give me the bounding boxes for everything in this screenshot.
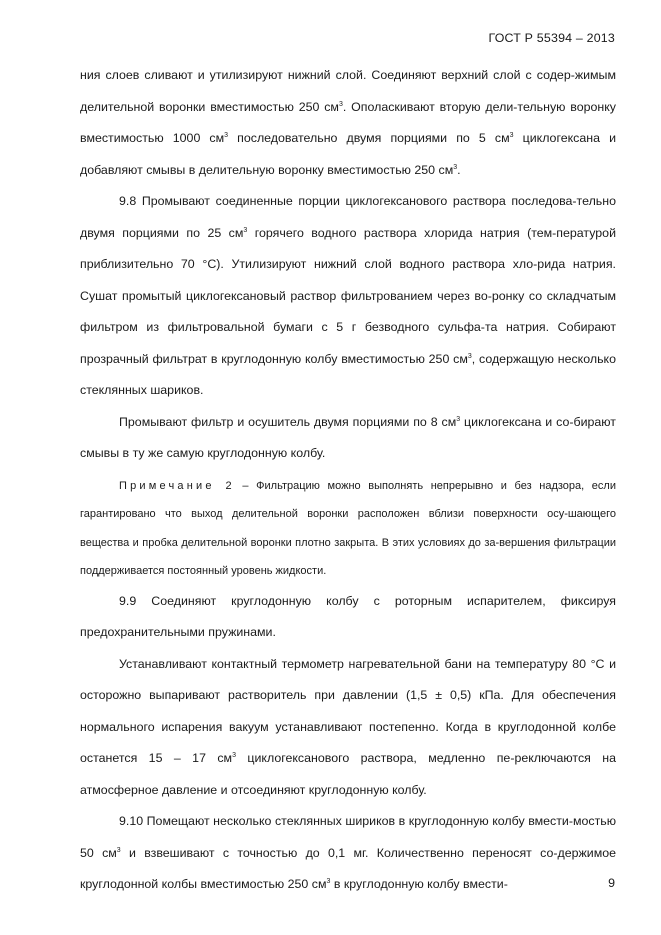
paragraph-continuation — [80, 60, 616, 186]
superscript: 3 — [232, 752, 236, 759]
document-header: ГОСТ Р 55394 – 2013 — [488, 31, 615, 45]
document-body — [80, 60, 616, 901]
note-label: Примечание 2 — [119, 479, 235, 492]
superscript: 3 — [224, 132, 229, 139]
note-text: – Фильтрацию можно выполнять непрерывно и без надзора, если гарантировано что выход делительной воронки расположен вблизи поверхности осу-шающего вещества и пробка делительной воронки плотно закрыта. В этих условиях до за-вершения фильтрации поддерживается постоянный уровень жидкости. — [80, 479, 616, 577]
paragraph-filter-rinse — [80, 407, 616, 470]
paragraph-9-9: 9.9 Соединяют круглодонную колбу с роторным испарителем, фиксируя предохранительными пружинами. — [80, 593, 616, 639]
paragraph-9-8 — [80, 186, 616, 407]
page-number: 9 — [608, 876, 615, 890]
text-run: , содержащую несколько стеклянных шариков. — [80, 351, 616, 397]
text-run: горячего водного раствора хлорида натрия (тем-пературой приблизительно 70 °С). Утилизируют нижний слой водного раствора хло-рида натрия. Сушат промытый циклогексановый раствор фильтрованием через во-ронку со складчатым фильтром из фильтровальной бумаги с 5 г безводного сульфа-та натрия. Собирают прозрачный фильтрат в круглодонную колбу вместимостью 250 см — [80, 225, 616, 366]
text-run: Промывают фильтр и осушитель двумя порциями по 8 см — [119, 414, 457, 429]
text-run: в круглодонную колбу вмести- — [330, 877, 508, 891]
text-run: . — [457, 162, 461, 177]
superscript: 3 — [456, 415, 461, 423]
note-2 — [80, 472, 616, 586]
text-run: циклогексана и со-бирают смывы в ту же самую круглодонную колбу. — [80, 414, 616, 460]
text-run: ния слоев сливают и утилизируют нижний слой. Соединяют верхний слой с содер-жимым делительной воронки вместимостью 250 см — [80, 68, 616, 114]
superscript: 3 — [326, 878, 331, 885]
text-run: 9.10 Помещают несколько стеклянных шириков в круглодонную колбу вмести-мостью 50 см — [80, 814, 616, 860]
text-run: циклогексана и добавляют смывы в делительную воронку вместимостью 250 см — [80, 131, 616, 177]
paragraph-9-10 — [80, 806, 616, 901]
superscript: 3 — [467, 352, 472, 360]
superscript: 3 — [509, 132, 514, 139]
superscript: 3 — [453, 163, 458, 171]
superscript: 3 — [338, 100, 343, 108]
superscript: 3 — [243, 226, 248, 234]
text-run: Устанавливают контактный термометр нагревательной бани на температуру 80 °С и осторожно выпаривают растворитель при давлении (1,5 ± 0,5) кПа. Для обеспечения нормального испарения вакуум устанавливают постепенно. Когда в круглодонной колбе останется 15 – 17 см — [80, 656, 616, 765]
text-run: . Ополаскивают вторую дели-тельную воронку вместимостью 1000 см — [80, 99, 616, 145]
text-run: последовательно двумя порциями по 5 см — [228, 131, 510, 145]
text-run: циклогексанового раствора, медленно пе-реключаются на атмосферное давление и отсоединяют круглодонную колбу. — [80, 751, 616, 797]
paragraph-thermometer — [80, 649, 616, 807]
text-run: 9.8 Промывают соединенные порции циклогексанового раствора последова-тельно двумя порциями по 25 см — [80, 194, 616, 240]
superscript: 3 — [116, 846, 121, 854]
text-run: и взвешивают с точностью до 0,1 мг. Количественно переносят со-держимое круглодонной колбы вместимостью 250 см — [80, 845, 616, 891]
